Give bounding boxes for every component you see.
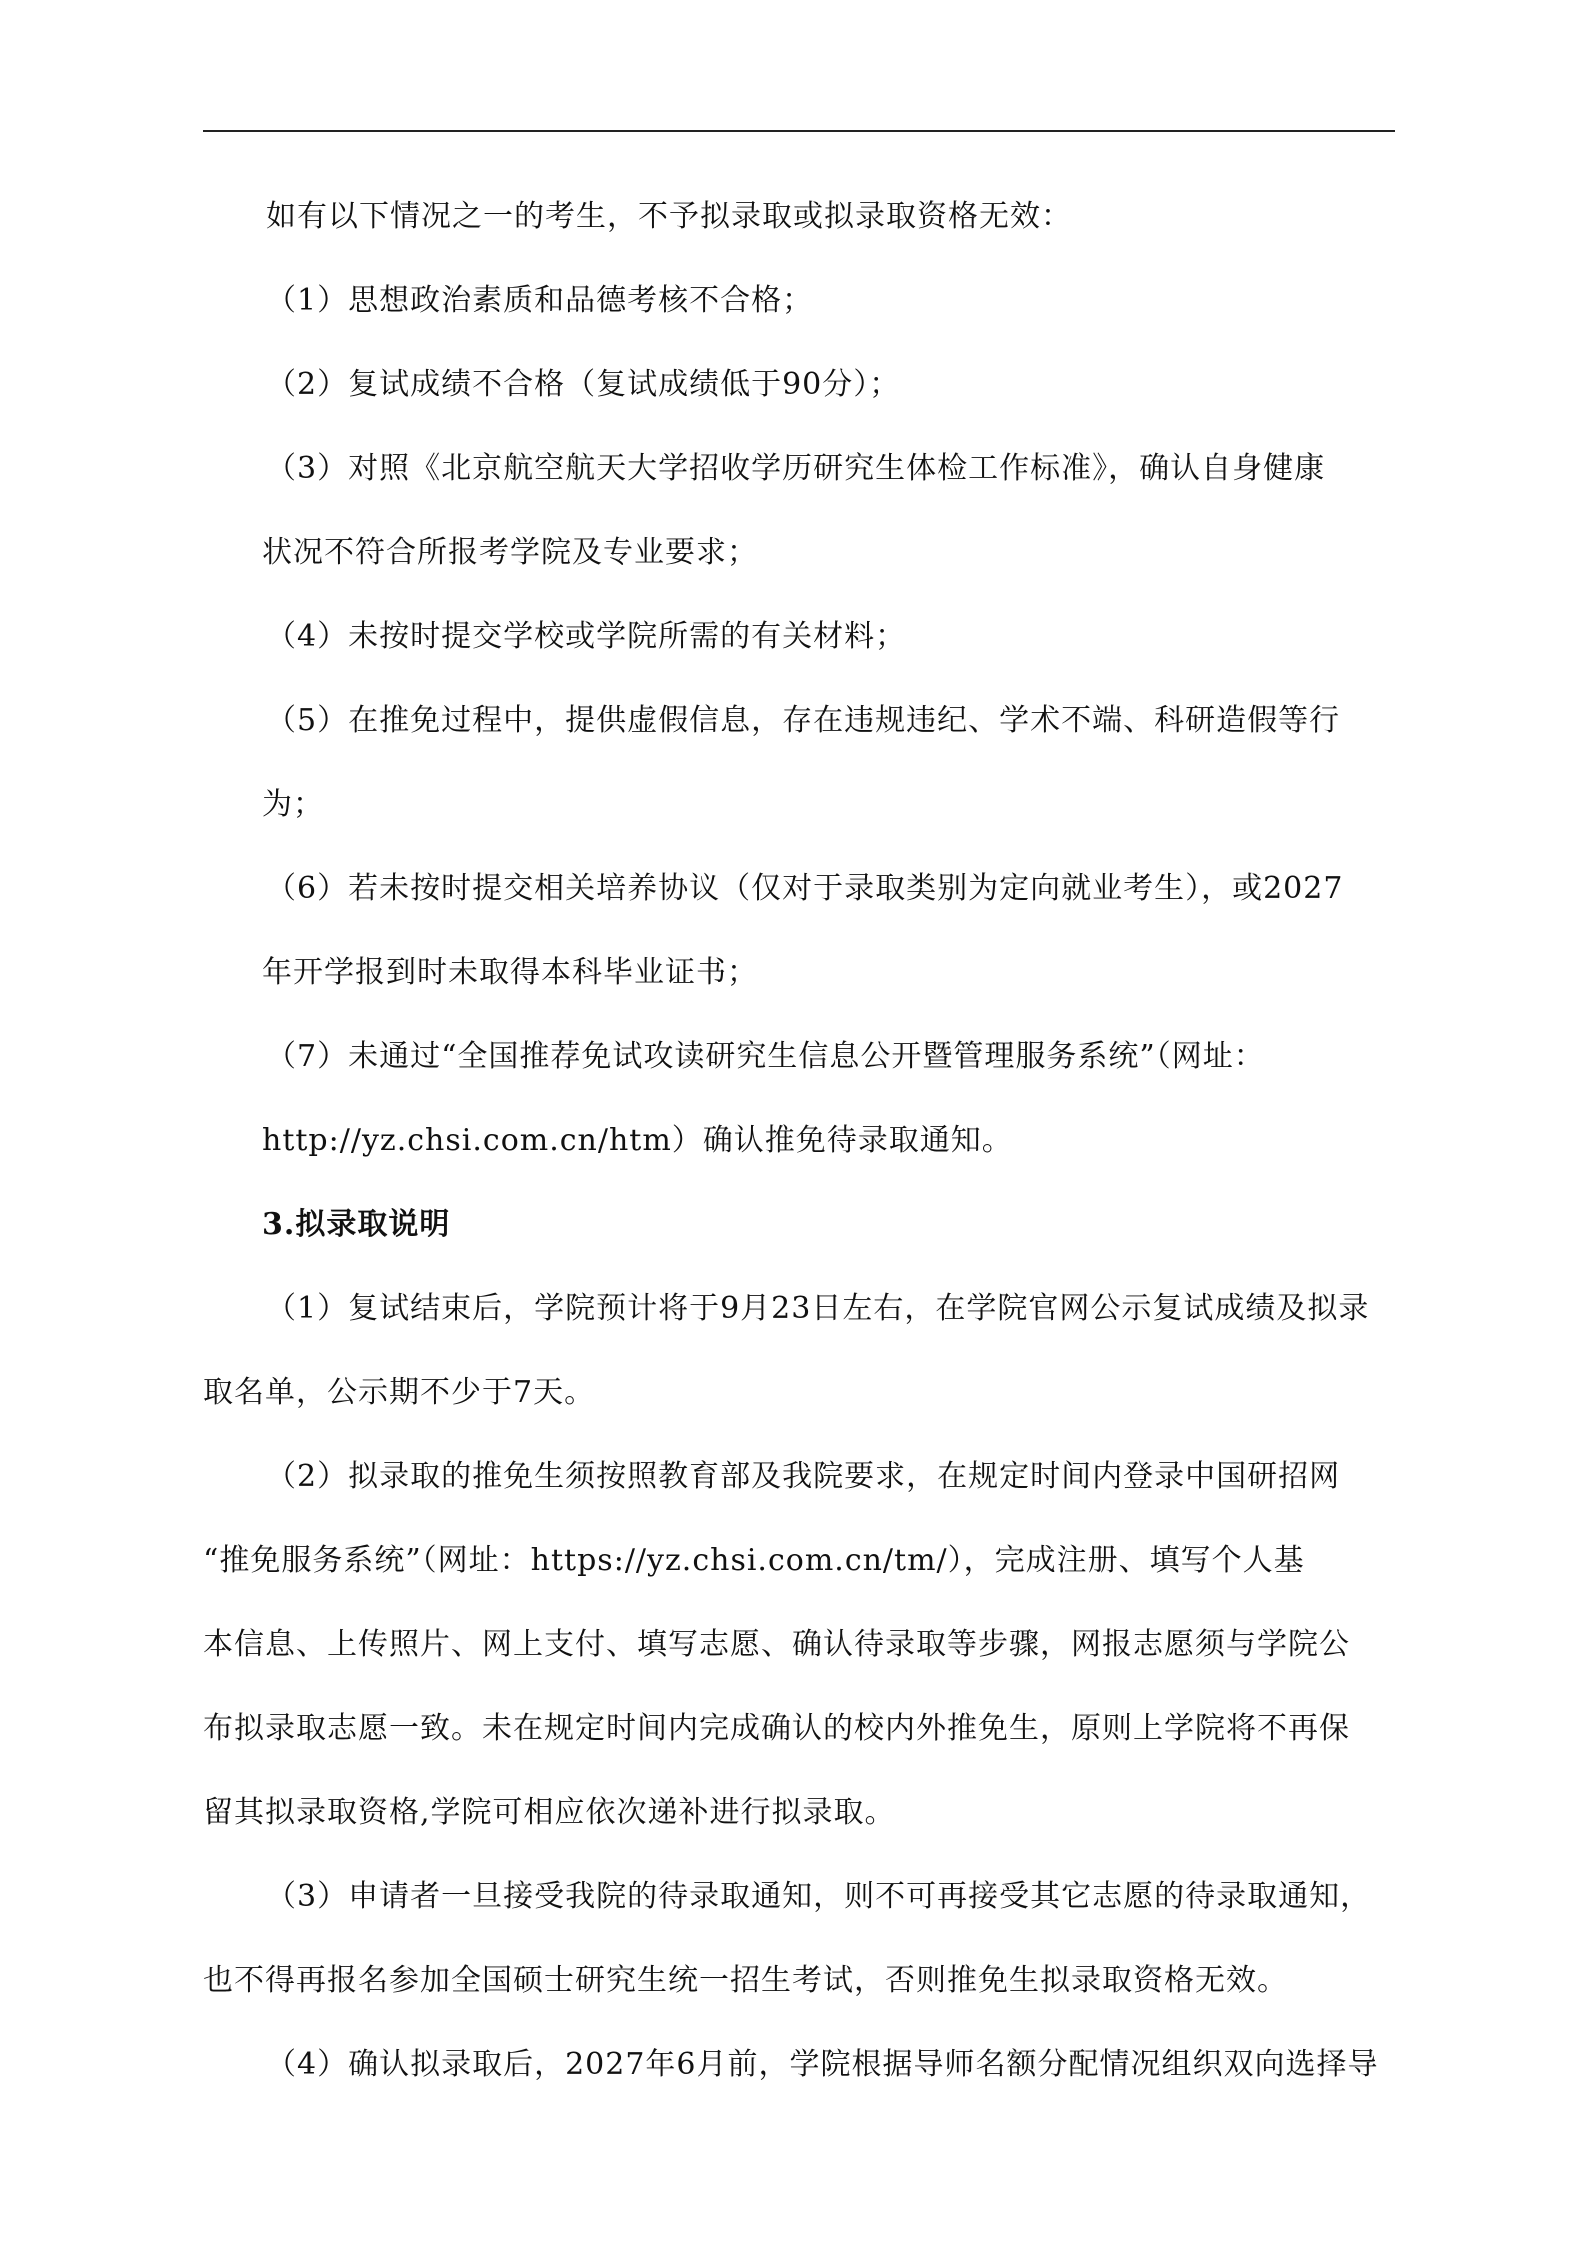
text-line: （5）在推免过程中，提供虚假信息，存在违规违纪、学术不端、科研造假等行 bbox=[266, 703, 1341, 738]
text-line: （1）思想政治素质和品德考核不合格； bbox=[266, 283, 814, 318]
text-line: 也不得再报名参加全国硕士研究生统一招生考试，否则推免生拟录取资格无效。 bbox=[203, 1963, 1288, 1998]
text-line: （7）未通过“全国推荐免试攻读研究生信息公开暨管理服务系统”（网址： bbox=[266, 1039, 1265, 1074]
text-line: 留其拟录取资格,学院可相应依次递补进行拟录取。 bbox=[203, 1795, 896, 1830]
text-line: （4）未按时提交学校或学院所需的有关材料； bbox=[266, 619, 907, 654]
text-line: 取名单，公示期不少于7天。 bbox=[203, 1375, 596, 1410]
text-line: 本信息、上传照片、网上支付、填写志愿、确认待录取等步骤，网报志愿须与学院公 bbox=[203, 1627, 1350, 1662]
text-line: 布拟录取志愿一致。未在规定时间内完成确认的校内外推免生，原则上学院将不再保 bbox=[203, 1711, 1350, 1746]
text-line: （1）复试结束后，学院预计将于9月23日左右，在学院官网公示复试成绩及拟录 bbox=[266, 1291, 1370, 1326]
text-line: （4）确认拟录取后，2027年6月前，学院根据导师名额分配情况组织双向选择导 bbox=[266, 2047, 1379, 2082]
text-line: （2）复试成绩不合格（复试成绩低于90分）； bbox=[266, 367, 901, 402]
text-line: （3）申请者一旦接受我院的待录取通知，则不可再接受其它志愿的待录取通知， bbox=[266, 1879, 1372, 1914]
text-line: （3）对照《北京航空航天大学招收学历研究生体检工作标准》，确认自身健康 bbox=[266, 451, 1326, 486]
text-line: http://yz.chsi.com.cn/htm）确认推免待录取通知。 bbox=[262, 1123, 1013, 1158]
text-line: 年开学报到时未取得本科毕业证书； bbox=[262, 955, 758, 990]
text-line: 如有以下情况之一的考生，不予拟录取或拟录取资格无效： bbox=[266, 199, 1072, 234]
text-line: （2）拟录取的推免生须按照教育部及我院要求，在规定时间内登录中国研招网 bbox=[266, 1459, 1341, 1494]
text-line: 状况不符合所报考学院及专业要求； bbox=[262, 535, 758, 570]
section-heading: 3.拟录取说明 bbox=[262, 1207, 451, 1242]
text-line: 为； bbox=[262, 787, 324, 822]
header-rule bbox=[203, 130, 1395, 132]
text-line: （6）若未按时提交相关培养协议（仅对于录取类别为定向就业考生），或2027 bbox=[266, 871, 1344, 906]
text-line: “推免服务系统”（网址：https://yz.chsi.com.cn/tm/），完成注册、填写个人基 bbox=[203, 1543, 1305, 1578]
